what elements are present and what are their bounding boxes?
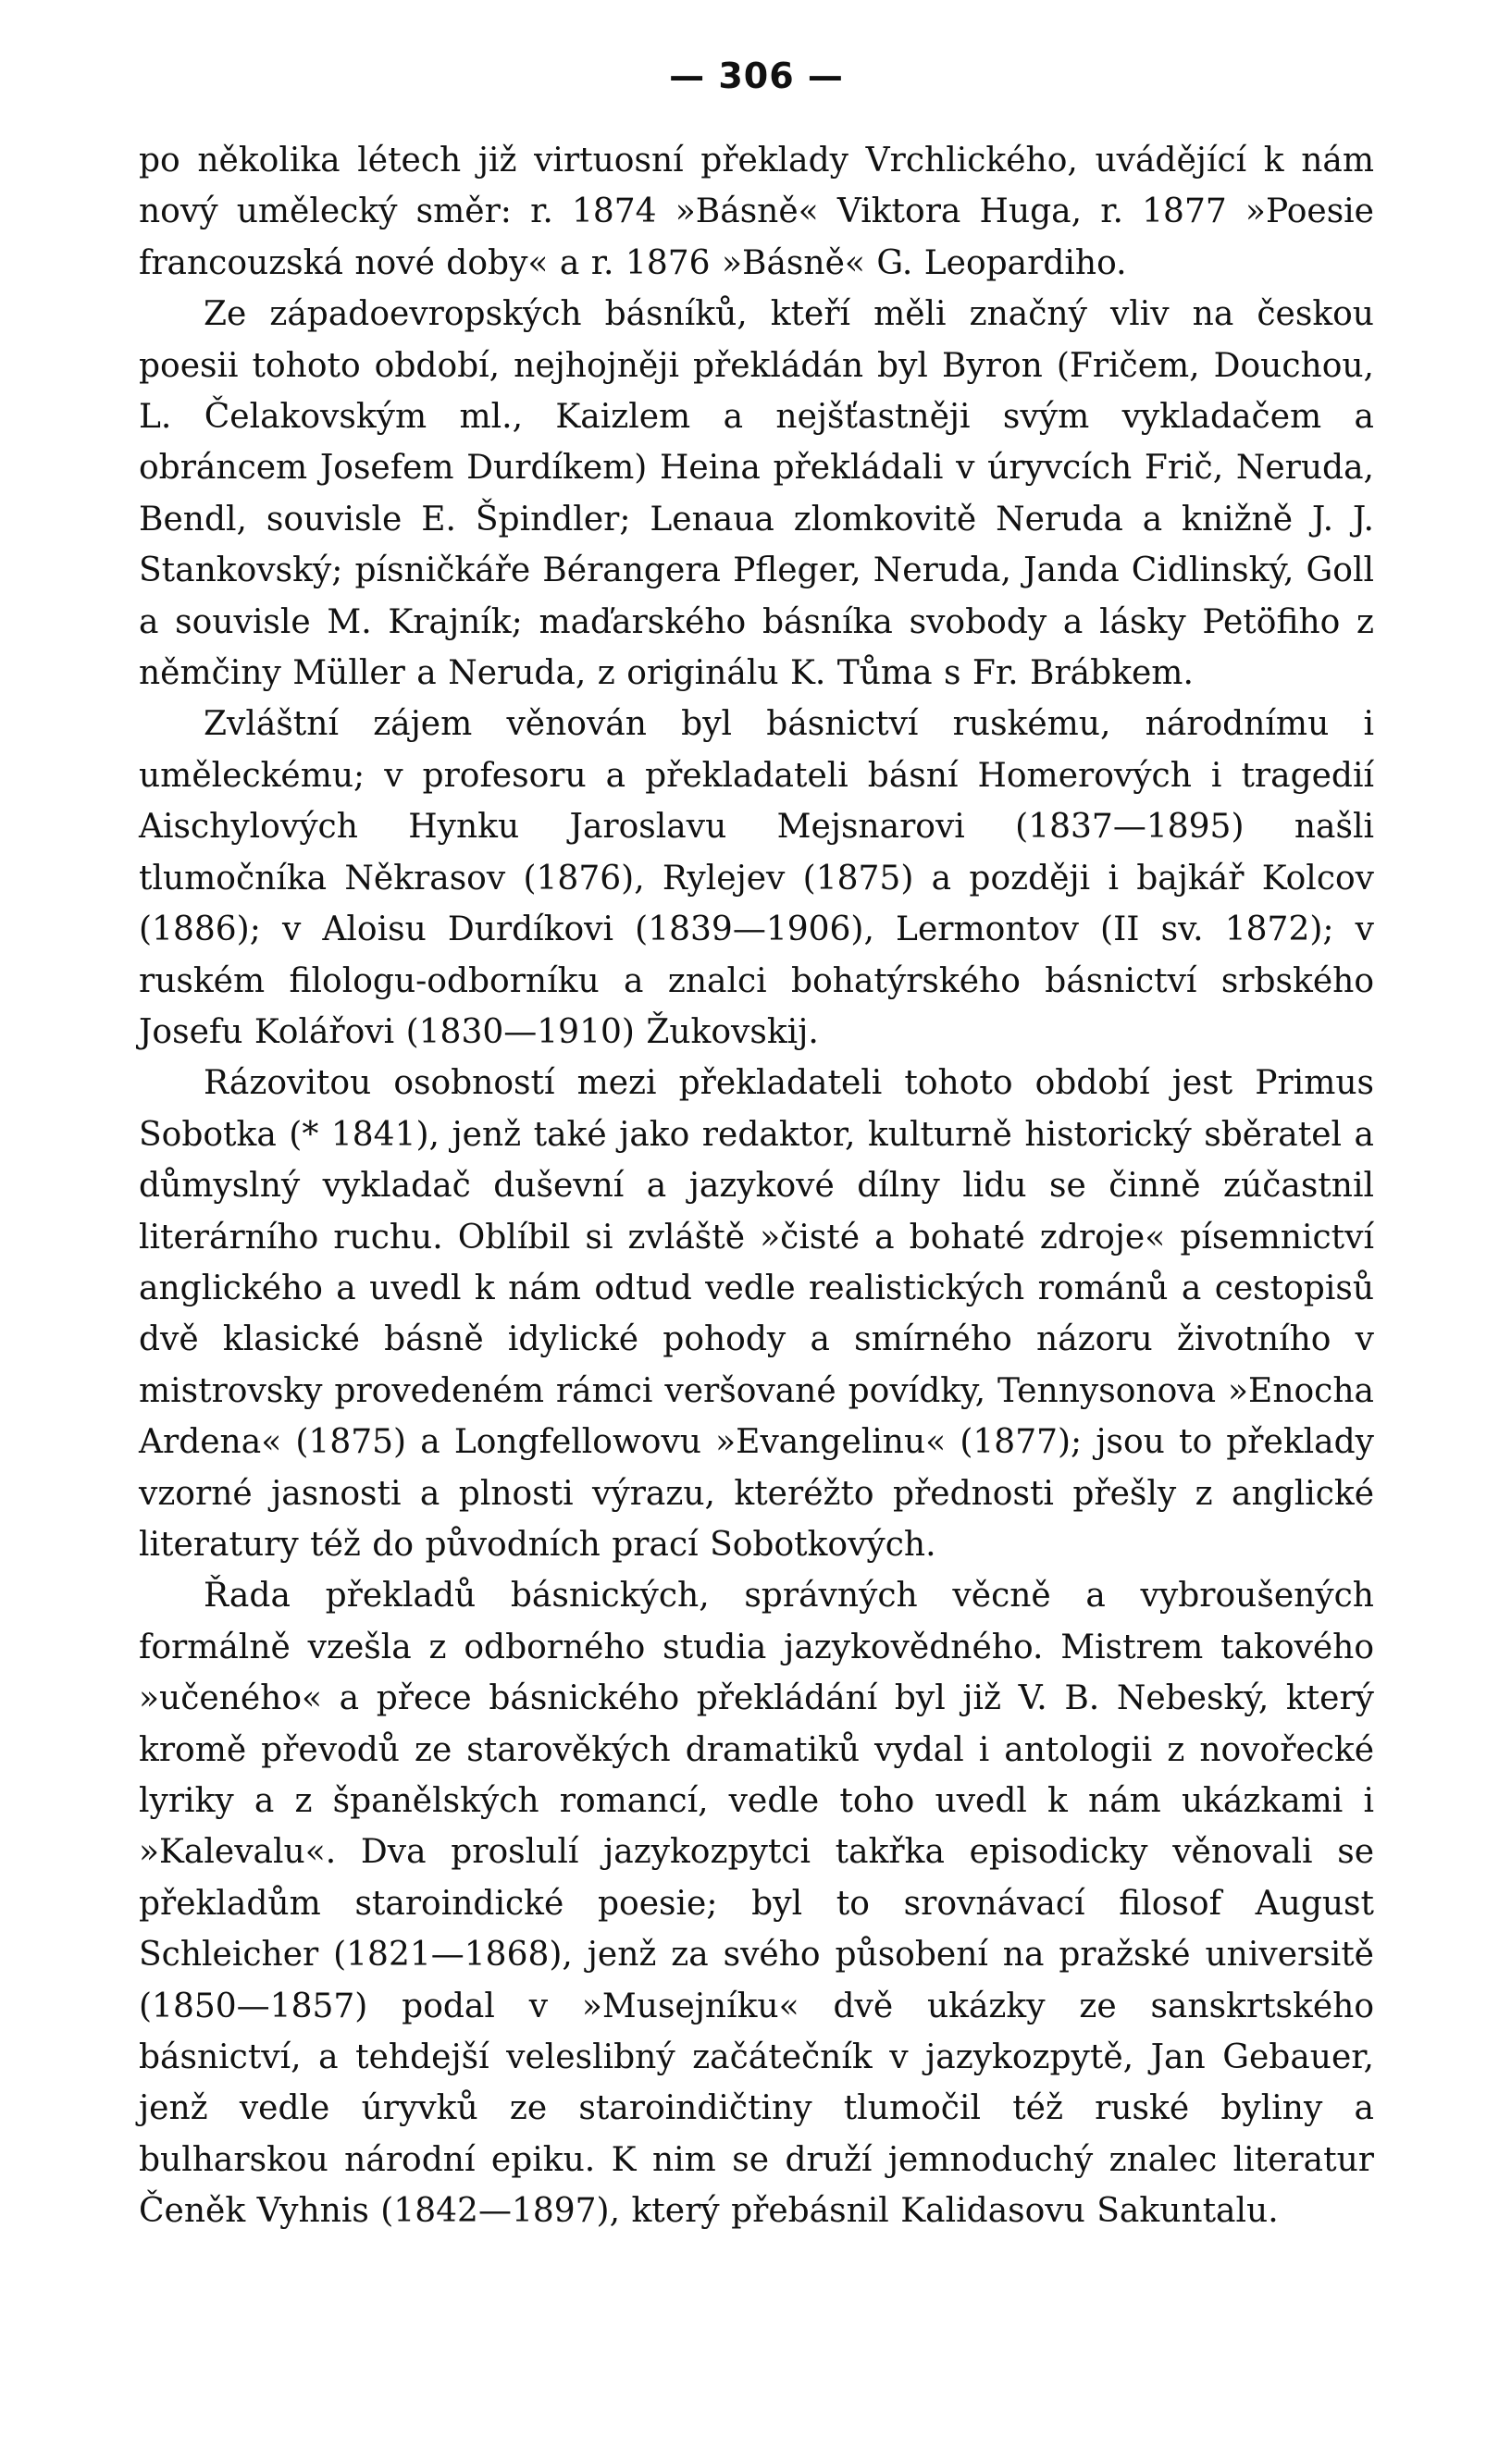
page-number: — 306 — <box>669 56 844 96</box>
paragraph-linguists: Řada překladů básnických, správných věcně a vybroušených formálně vzešla z odborného studia jazykovědného. Mistrem takového »učeného« a přece básnického překládání byl již V. B. Nebeský, který kromě převodů ze starověkých dramatiků vydal i antologii z novořecké lyriky a z španělských romancí, vedle toho uvedl k nám ukázkami i »Kalevalu«. Dva proslulí jazykozpytci takřka episodicky věnovali se překladům staroindické poesie; byl to srovnávací filosof August Schleicher (1821—1868), jenž za svého působení na pražské universitě (1850—1857) podal v »Musejníku« dvě ukázky ze sanskrtského básnictví, a tehdejší veleslibný začátečník v jazykozpytě, Jan Gebauer, jenž vedle úryvků ze staroindičtiny tlumočil též ruské byliny a bulharskou národní epiku. K nim se druží jemnoduchý znalec literatur Čeněk Vyhnis (1842—1897), který přebásnil Kalidasovu Sakuntalu. <box>139 1577 1374 2231</box>
paragraph-russian-poetry: Zvláštní zájem věnován byl básnictví ruskému, národnímu i uměleckému; v profesoru a překladateli básní Homerových i tragedií Aischylových Hynku Jaroslavu Mejsnarovi (1837—1895) našli tlumočníka Někrasov (1876), Rylejev (1875) a později i bajkář Kolcov (1886); v Aloisu Durdíkovi (1839—1906), Lermontov (II sv. 1872); v ruském filologu-odborníku a znalci bohatýrského básnictví srbského Josefu Kolářovi (1830—1910) Žukovskij. <box>139 705 1374 1051</box>
paragraph-continuation: po několika létech již virtuosní překlady Vrchlického, uvádějící k nám nový umělecký směr: r. 1874 »Básně« Viktora Huga, r. 1877 »Poesie francouzská nové doby« a r. 1876 »Básně« G. Leopardiho. <box>139 142 1374 282</box>
paragraph-western-poets: Ze západoevropských básníků, kteří měli značný vliv na českou poesii tohoto období, nejhojněji překládán byl Byron (Fričem, Douchou, L. Čelakovským ml., Kaizlem a nejšťastněji svým vykladačem a obráncem Josefem Durdíkem) Heina překládali v úryvcích Frič, Neruda, Bendl, souvisle E. Špindler; Lenaua zlomkovitě Neruda a knižně J. J. Stankovský; písničkáře Bérangera Pfleger, Neruda, Janda Cidlinský, Goll a souvisle M. Krajník; maďarského básníka svobody a lásky Petöfiho z němčiny Müller a Neruda, z originálu K. Tůma s Fr. Brábkem. <box>139 295 1374 693</box>
book-page <box>139 56 1374 2237</box>
paragraph-sobotka: Rázovitou osobností mezi překladateli tohoto období jest Primus Sobotka (* 1841), jenž také jako redaktor, kulturně historický sběratel a důmyslný vykladač duševní a jazykové dílny lidu se činně zúčastnil literárního ruchu. Oblíbil si zvláště »čisté a bohaté zdroje« písemnictví anglického a uvedl k nám odtud vedle realistických románů a cestopisů dvě klasické básně idylické pohody a smírného názoru životního v mistrovsky provedeném rámci veršované povídky, Tennysonova »Enocha Ardena« (1875) a Longfellowovu »Evangelinu« (1877); jsou to překlady vzorné jasnosti a plnosti výrazu, kteréžto přednosti přešly z anglické literatury též do původních prací Sobotkových. <box>139 1064 1374 1564</box>
